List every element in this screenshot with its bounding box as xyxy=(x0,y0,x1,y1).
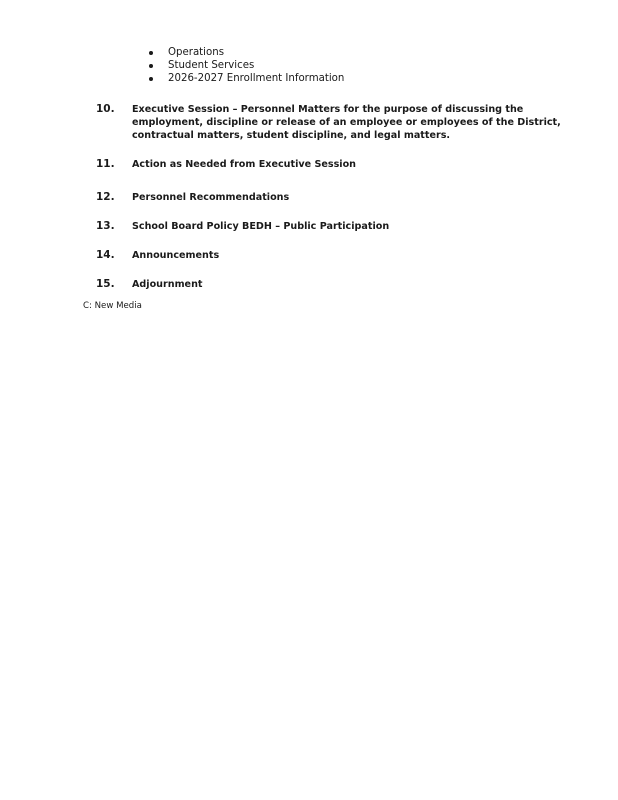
bullet-item-label: Student Services xyxy=(168,60,255,71)
bullet-dot-icon xyxy=(149,77,153,81)
sub-bullet-list xyxy=(148,46,344,85)
agenda-item-number: 13. xyxy=(96,220,115,232)
agenda-item-number: 15. xyxy=(96,278,115,290)
agenda-item-text: School Board Policy BEDH – Public Participation xyxy=(132,221,390,232)
agenda-item-number: 12. xyxy=(96,191,115,203)
copy-note: C: New Media xyxy=(83,301,142,311)
agenda-item-number: 11. xyxy=(96,158,115,170)
agenda-item-text: Personnel Recommendations xyxy=(132,192,290,203)
agenda-item-text: Executive Session – Personnel Matters for the purpose of discussing the employment, discipline or release of an employee or employees of the District, contractual matters, student discipline, and legal matters. xyxy=(132,104,561,141)
bullet-item-label: 2026-2027 Enrollment Information xyxy=(168,73,345,84)
bullet-item-operations xyxy=(148,46,344,59)
bullet-item-label: Operations xyxy=(168,47,225,58)
bullet-dot-icon xyxy=(149,64,153,68)
agenda-item-number: 14. xyxy=(96,249,115,261)
bullet-item-student-services xyxy=(148,59,344,72)
agenda-item-text: Action as Needed from Executive Session xyxy=(132,159,357,170)
agenda-item-number: 10. xyxy=(96,103,115,115)
bullet-dot-icon xyxy=(149,51,153,55)
agenda-item-text: Adjournment xyxy=(132,279,203,290)
bullet-item-enrollment-information xyxy=(148,72,344,85)
agenda-item-text: Announcements xyxy=(132,250,220,261)
